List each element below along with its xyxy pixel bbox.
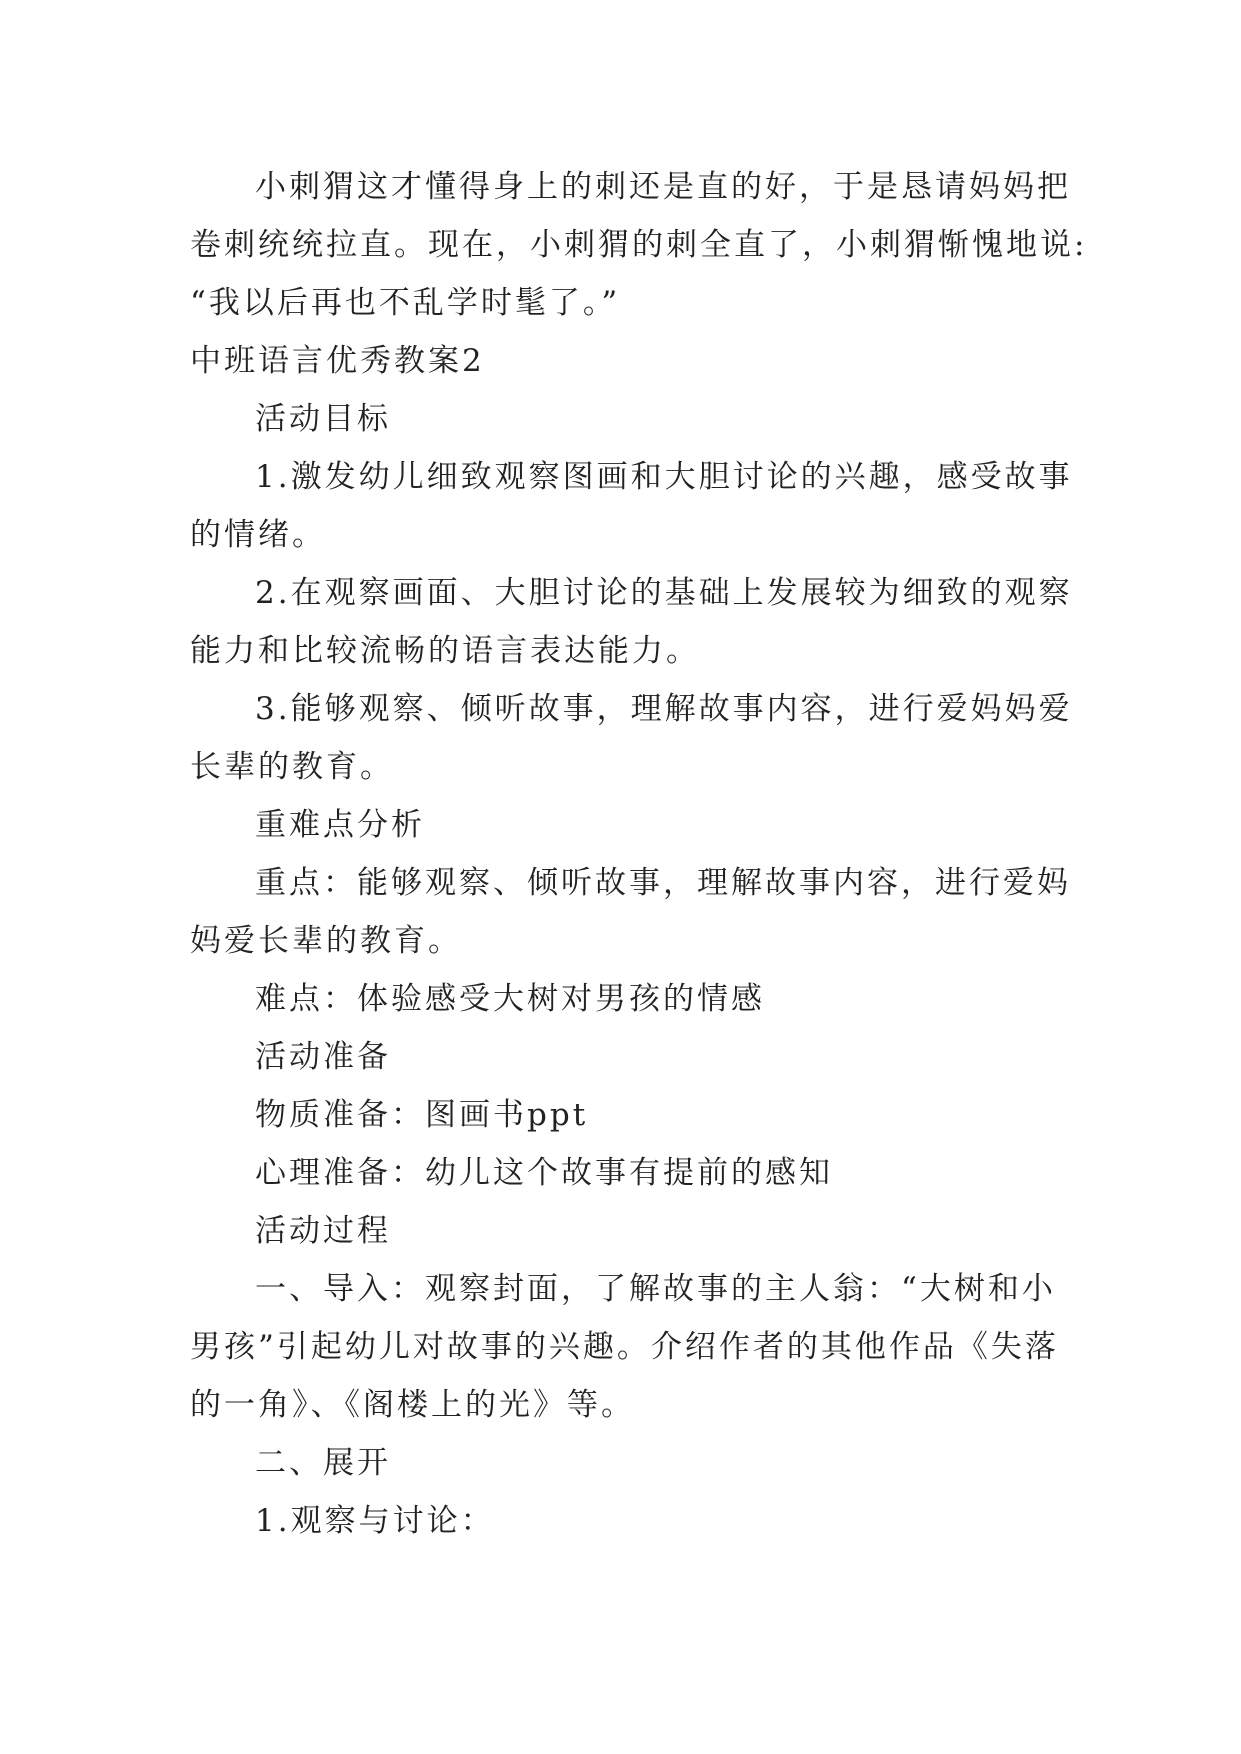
paragraph-line: 物质准备：图画书ppt — [255, 1097, 589, 1133]
paragraph-line: 长辈的教育。 — [190, 749, 394, 785]
paragraph-line: “我以后再也不乱学时髦了。” — [190, 285, 621, 321]
subheading: 重难点分析 — [255, 807, 425, 843]
paragraph-line: 的一角》、《阁楼上的光》等。 — [190, 1387, 635, 1423]
subheading: 活动目标 — [255, 401, 391, 437]
paragraph-line: 男孩”引起幼儿对故事的兴趣。介绍作者的其他作品《失落 — [190, 1329, 1059, 1365]
paragraph-line: 重点：能够观察、倾听故事，理解故事内容，进行爱妈 — [255, 865, 1071, 901]
paragraph-line: 1.激发幼儿细致观察图画和大胆讨论的兴趣，感受故事 — [255, 459, 1073, 495]
paragraph-line: 一、导入：观察封面，了解故事的主人翁：“大树和小 — [255, 1271, 1056, 1307]
paragraph-line: 卷刺统统拉直。现在，小刺猬的刺全直了，小刺猬惭愧地说: — [190, 227, 1088, 263]
document-body — [190, 158, 1088, 1550]
paragraph-line: 小刺猬这才懂得身上的刺还是直的好，于是恳请妈妈把 — [255, 169, 1071, 205]
subheading: 活动准备 — [255, 1039, 391, 1075]
paragraph-line: 能力和比较流畅的语言表达能力。 — [190, 633, 700, 669]
paragraph-line: 心理准备：幼儿这个故事有提前的感知 — [255, 1155, 833, 1191]
subheading: 二、展开 — [255, 1445, 391, 1481]
paragraph-line: 1.观察与讨论： — [255, 1503, 495, 1539]
subheading: 活动过程 — [255, 1213, 391, 1249]
section-heading: 中班语言优秀教案2 — [190, 343, 485, 379]
paragraph-line: 难点：体验感受大树对男孩的情感 — [255, 981, 765, 1017]
paragraph-line: 的情绪。 — [190, 517, 326, 553]
paragraph-line: 2.在观察画面、大胆讨论的基础上发展较为细致的观察 — [255, 575, 1073, 611]
paragraph-line: 3.能够观察、倾听故事，理解故事内容，进行爱妈妈爱 — [255, 691, 1073, 727]
paragraph-line: 妈爱长辈的教育。 — [190, 923, 462, 959]
